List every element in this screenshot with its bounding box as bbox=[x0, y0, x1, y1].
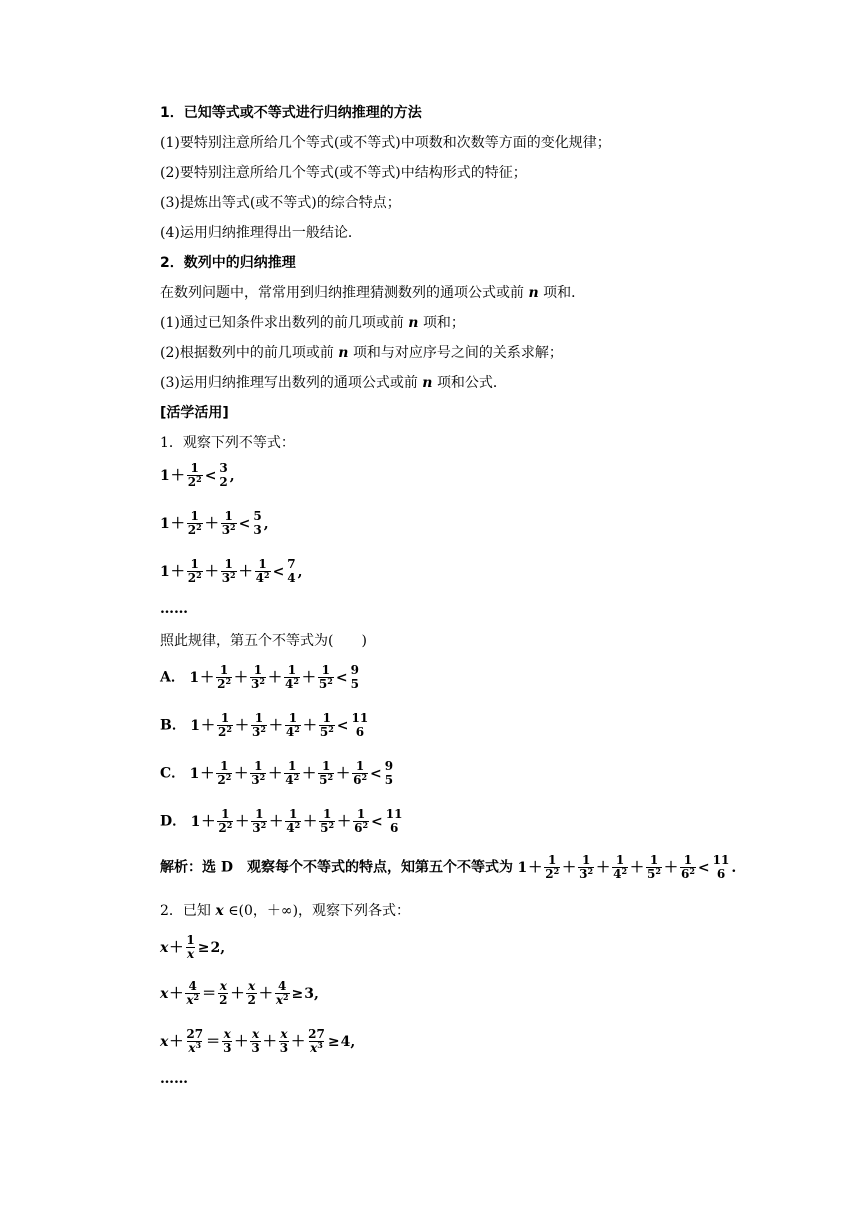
q2-stem-b: ∈(0，＋∞)，观察下列各式： bbox=[228, 903, 411, 919]
section1-item-4: (4)运用归纳推理得出一般结论． bbox=[160, 225, 362, 241]
plus-sign: ＋ bbox=[170, 467, 185, 484]
option-c[interactable]: C． 1 ＋ $\frac{1}{2^2}$ ＋ $\frac{1}{3^2}$ ＋ $\frac{1}{4^2}$ ＋ $\frac{1}{5^2}$ ＋ $\frac{1}{6^2}$ < 9 5 bbox=[160, 759, 394, 787]
ellipsis: …… bbox=[160, 1071, 188, 1087]
expression-1: x ＋ $\frac{1}{x}$ ≥ 2 , bbox=[160, 933, 226, 961]
inequality-1: 1 ＋ $\frac{1}{2^2}$ < 3 2 , bbox=[160, 461, 235, 489]
q1-answer: 解析：选 D 观察每个不等式的特点，知第五个不等式为 1 ＋ $\frac{1}{2^2}$ ＋ $\frac{1}{3^2}$ ＋ $\frac{1}{4^2}$ ＋ $\frac{1}{5^2}$ ＋ $\frac{1}{6^2}$ < 11 6 . bbox=[160, 853, 737, 881]
section2-item-3-b: 项和公式． bbox=[436, 375, 507, 391]
section2-intro bbox=[160, 284, 585, 302]
section2-item-2-b: 项和与对应序号之间的关系求解； bbox=[352, 345, 563, 361]
inequality-2: 1 ＋ $\frac{1}{2^2}$ ＋ $\frac{1}{3^2}$ < 5 3 , bbox=[160, 509, 269, 537]
section2-item-3-a: (3)运用归纳推理写出数列的通项公式或前 bbox=[160, 375, 418, 391]
option-a-label: A． bbox=[160, 669, 185, 686]
q1-stem: 1．观察下列不等式： bbox=[160, 435, 295, 451]
option-d[interactable]: D． 1 ＋ $\frac{1}{2^2}$ ＋ $\frac{1}{3^2}$ ＋ $\frac{1}{4^2}$ ＋ $\frac{1}{5^2}$ ＋ $\frac{1}{6^2}$ < 11 6 bbox=[160, 807, 403, 835]
fraction: $\frac{1}{2^2}$ bbox=[187, 461, 202, 489]
q1-ask: 照此规律，第五个不等式为( ) bbox=[160, 633, 367, 649]
section2-item-1-a: (1)通过已知条件求出数列的前几项或前 bbox=[160, 315, 404, 331]
variable-n: n bbox=[422, 375, 433, 391]
section2-heading: 2．数列中的归纳推理 bbox=[160, 255, 296, 271]
ellipsis: …… bbox=[160, 601, 188, 617]
option-c-label: C． bbox=[160, 765, 186, 782]
section1-item-2: (2)要特别注意所给几个等式(或不等式)中结构形式的特征； bbox=[160, 165, 527, 181]
q2-stem-a: 2．已知 bbox=[160, 903, 211, 919]
variable-x: x bbox=[215, 903, 224, 919]
section1-item-3: (3)提炼出等式(或不等式)的综合特点； bbox=[160, 195, 401, 211]
section2-item-3 bbox=[160, 374, 507, 392]
section2-intro-b: 项和． bbox=[543, 285, 586, 301]
section1-heading: 1．已知等式或不等式进行归纳推理的方法 bbox=[160, 105, 422, 121]
expression-2: x ＋ $\frac{4}{x^2}$ ＝ $\frac{x}{2}$ ＋ $\frac{x}{2}$ ＋ $\frac{4}{x^2}$ ≥ 3 , bbox=[160, 979, 319, 1007]
option-b[interactable]: B． 1 ＋ $\frac{1}{2^2}$ ＋ $\frac{1}{3^2}$ ＋ $\frac{1}{4^2}$ ＋ $\frac{1}{5^2}$ < 11 6 bbox=[160, 711, 369, 739]
section2-intro-a: 在数列问题中，常常用到归纳推理猜测数列的通项公式或前 bbox=[160, 285, 524, 301]
fraction: 3 2 bbox=[219, 461, 228, 489]
section2-item-2 bbox=[160, 344, 563, 362]
section2-item-2-a: (2)根据数列中的前几项或前 bbox=[160, 345, 334, 361]
section2-item-1-b: 项和； bbox=[422, 315, 465, 331]
expression-3: x ＋ $\frac{27}{x^3}$ ＝ $\frac{x}{3}$ ＋ $\frac{x}{3}$ ＋ $\frac{x}{3}$ ＋ $\frac{27}{x^3}$ ≥ 4 , bbox=[160, 1027, 356, 1055]
option-d-label: D． bbox=[160, 813, 187, 830]
section1-item-1: (1)要特别注意所给几个等式(或不等式)中项数和次数等方面的变化规律； bbox=[160, 135, 611, 151]
variable-n: n bbox=[408, 315, 419, 331]
term: 1 bbox=[160, 467, 170, 484]
option-b-label: B． bbox=[160, 717, 186, 734]
answer-text: 解析：选 D 观察每个不等式的特点，知第五个不等式为 bbox=[160, 859, 514, 876]
inequality-3: 1 ＋ $\frac{1}{2^2}$ ＋ $\frac{1}{3^2}$ ＋ $\frac{1}{4^2}$ < 7 4 , bbox=[160, 557, 303, 585]
practice-heading: [活学活用] bbox=[160, 405, 229, 421]
q2-stem bbox=[160, 902, 410, 920]
section2-item-1 bbox=[160, 314, 465, 332]
less-than-sign: < bbox=[204, 467, 217, 484]
variable-n: n bbox=[528, 285, 539, 301]
option-a[interactable]: A． 1 ＋ $\frac{1}{2^2}$ ＋ $\frac{1}{3^2}$ ＋ $\frac{1}{4^2}$ ＋ $\frac{1}{5^2}$ < 9 5 bbox=[160, 663, 359, 691]
variable-n: n bbox=[338, 345, 349, 361]
